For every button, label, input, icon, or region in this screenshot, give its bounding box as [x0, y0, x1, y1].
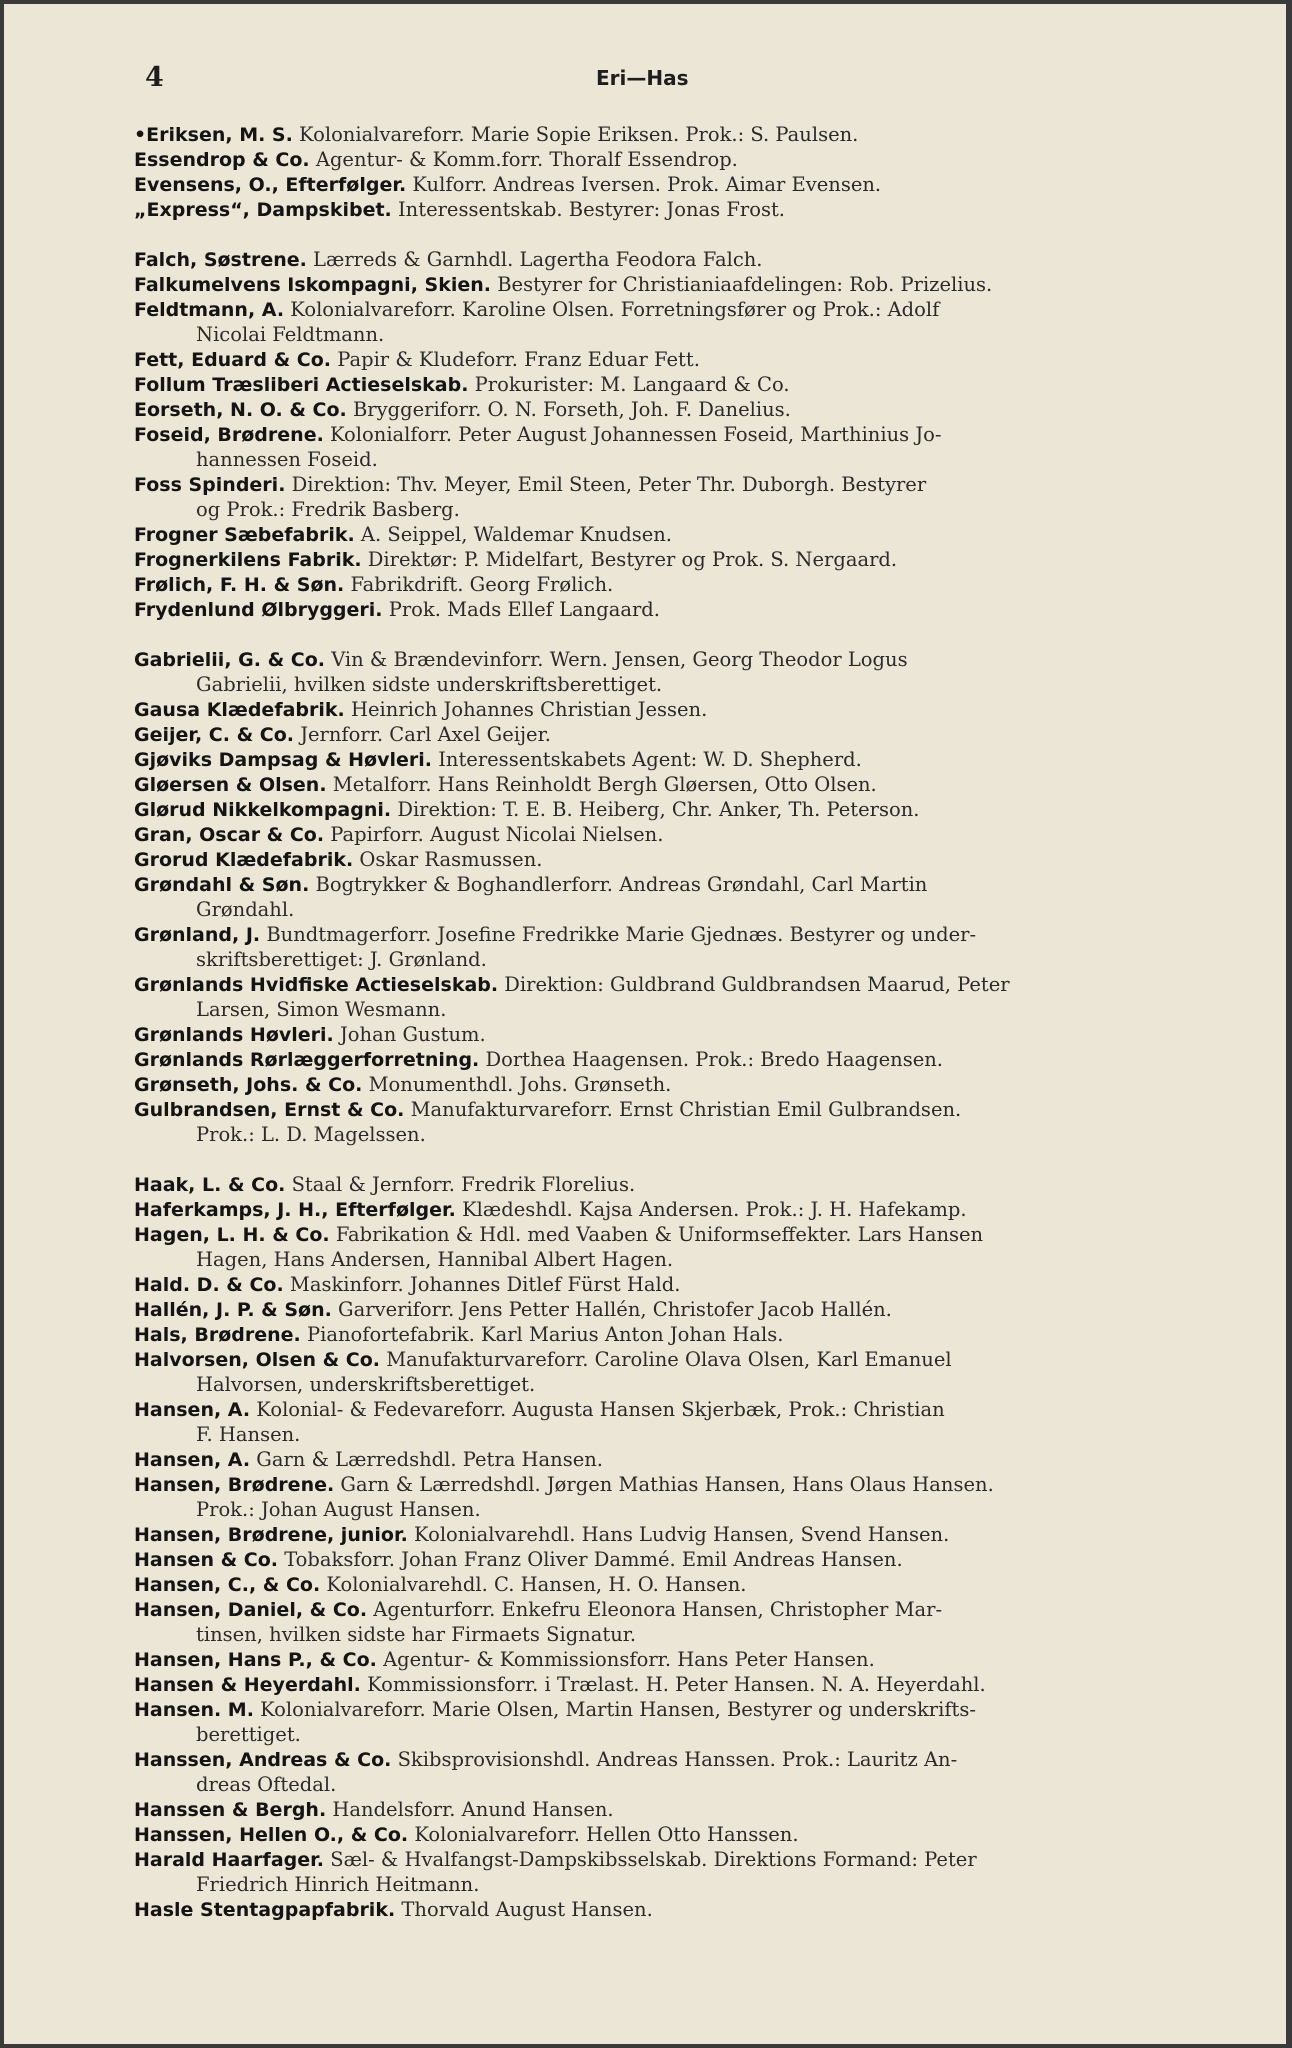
- firm-description: Vin & Brændevinforr. Wern. Jensen, Georg Theodor Logus: [331, 648, 908, 671]
- directory-entry: [134, 172, 1174, 197]
- directory-entry: [134, 922, 1174, 972]
- firm-description: Nicolai Feldtmann.: [196, 323, 385, 346]
- firm-description: skriftsberettiget: J. Grønland.: [196, 948, 487, 971]
- firm-description: Manufakturvareforr. Ernst Christian Emil Gulbrandsen.: [410, 1098, 962, 1121]
- entry-first-line: [134, 1747, 1174, 1772]
- firm-description: Fabrikation & Hdl. med Vaaben & Uniformseffekter. Lars Hansen: [335, 1223, 984, 1246]
- entry-first-line: [134, 197, 1174, 222]
- directory-entry: [134, 1647, 1174, 1672]
- firm-name: Gabrielii, G. & Co.: [134, 649, 325, 671]
- firm-description: Thorvald August Hansen.: [401, 1898, 653, 1921]
- firm-name: Frølich, F. H. & Søn.: [134, 574, 345, 596]
- firm-name: Hansen, Brødrene, junior.: [134, 1524, 408, 1546]
- entry-first-line: [134, 1072, 1174, 1097]
- firm-description: Agentur- & Kommissionsforr. Hans Peter Hansen.: [383, 1648, 875, 1671]
- entry-continuation-line: [134, 322, 1174, 347]
- firm-name: Foseid, Brødrene.: [134, 424, 324, 446]
- firm-description: Johan Gustum.: [339, 1023, 486, 1046]
- firm-name: Gausa Klædefabrik.: [134, 699, 345, 721]
- entry-first-line: [134, 1097, 1174, 1122]
- firm-name: Hansen, C., & Co.: [134, 1574, 321, 1596]
- directory-entry: [134, 1222, 1174, 1272]
- firm-description: Lærreds & Garnhdl. Lagertha Feodora Falch.: [313, 248, 763, 271]
- firm-name: Hansen & Heyerdahl.: [134, 1674, 361, 1696]
- entry-continuation-line: [134, 1497, 1174, 1522]
- section-gap: [134, 622, 1174, 647]
- directory-entry: [134, 847, 1174, 872]
- firm-description: Hagen, Hans Andersen, Hannibal Albert Hagen.: [196, 1248, 674, 1271]
- firm-description: Manufakturvareforr. Caroline Olava Olsen, Karl Emanuel: [386, 1348, 952, 1371]
- entry-continuation-line: [134, 947, 1174, 972]
- directory-entry: [134, 1822, 1174, 1847]
- entry-first-line: [134, 972, 1174, 997]
- firm-description: hannessen Foseid.: [196, 448, 378, 471]
- entry-first-line: [134, 1847, 1174, 1872]
- directory-entry: [134, 1847, 1174, 1897]
- firm-description: Garn & Lærredshdl. Jørgen Mathias Hansen, Hans Olaus Hansen.: [340, 1473, 994, 1496]
- firm-description: Direktion: Guldbrand Guldbrandsen Maarud, Peter: [504, 973, 1010, 996]
- directory-entry: [134, 1597, 1174, 1647]
- directory-entry: [134, 1697, 1174, 1747]
- firm-description: Prok.: L. D. Magelssen.: [196, 1123, 426, 1146]
- entry-continuation-line: [134, 497, 1174, 522]
- firm-description: Kolonialvareforr. Marie Olsen, Martin Hansen, Bestyrer og underskrifts-: [260, 1698, 976, 1721]
- directory-entry: [134, 1797, 1174, 1822]
- firm-name: Hansen, Hans P., & Co.: [134, 1649, 377, 1671]
- firm-description: Kulforr. Andreas Iversen. Prok. Aimar Evensen.: [412, 173, 882, 196]
- firm-description: Interessentskab. Bestyrer: Jonas Frost.: [397, 198, 786, 221]
- entry-first-line: [134, 647, 1174, 672]
- firm-description: Heinrich Johannes Christian Jessen.: [350, 698, 708, 721]
- entry-first-line: [134, 1197, 1174, 1222]
- entry-first-line: [134, 1047, 1174, 1072]
- firm-description: Prokurister: M. Langaard & Co.: [474, 373, 790, 396]
- entry-first-line: [134, 1322, 1174, 1347]
- entry-first-line: [134, 1697, 1174, 1722]
- directory-entry: [134, 1322, 1174, 1347]
- directory-entry: [134, 1022, 1174, 1047]
- firm-description: Tobaksforr. Johan Franz Oliver Dammé. Emil Andreas Hansen.: [284, 1548, 903, 1571]
- firm-name: Gjøviks Dampsag & Høvleri.: [134, 749, 432, 771]
- entry-first-line: [134, 572, 1174, 597]
- entry-first-line: [134, 297, 1174, 322]
- firm-description: og Prok.: Fredrik Basberg.: [196, 498, 460, 521]
- firm-description: Bestyrer for Christianiaafdelingen: Rob. Prizelius.: [497, 273, 993, 296]
- firm-name: Grorud Klædefabrik.: [134, 849, 354, 871]
- running-head: Eri—Has: [596, 66, 689, 90]
- firm-name: Grønlands Hvidfiske Actieselskab.: [134, 974, 499, 996]
- firm-name: Essendrop & Co.: [134, 149, 310, 171]
- entry-first-line: [134, 847, 1174, 872]
- directory-entry: [134, 372, 1174, 397]
- firm-name: Halvorsen, Olsen & Co.: [134, 1349, 380, 1371]
- entry-first-line: [134, 247, 1174, 272]
- firm-description: Gabrielii, hvilken sidste underskriftsberettiget.: [196, 673, 663, 696]
- firm-description: Monumenthdl. Johs. Grønseth.: [368, 1073, 672, 1096]
- firm-description: Agentur- & Komm.forr. Thoralf Essendrop.: [315, 148, 738, 171]
- entry-first-line: [134, 522, 1174, 547]
- firm-description: Papirforr. August Nicolai Nielsen.: [330, 823, 664, 846]
- entry-first-line: [134, 1797, 1174, 1822]
- firm-description: Friedrich Hinrich Heitmann.: [196, 1873, 480, 1896]
- firm-name: Haak, L. & Co.: [134, 1174, 286, 1196]
- directory-entry: [134, 797, 1174, 822]
- firm-name: Feldtmann, A.: [134, 299, 285, 321]
- firm-name: Grønlands Høvleri.: [134, 1024, 334, 1046]
- firm-description: Garn & Lærredshdl. Petra Hansen.: [256, 1448, 604, 1471]
- firm-name: •Eriksen, M. S.: [134, 124, 293, 146]
- directory-entry: [134, 1347, 1174, 1397]
- entry-first-line: [134, 922, 1174, 947]
- entry-first-line: [134, 597, 1174, 622]
- directory-entry: [134, 697, 1174, 722]
- entry-continuation-line: [134, 1122, 1174, 1147]
- firm-name: Foss Spinderi.: [134, 474, 286, 496]
- firm-name: Gulbrandsen, Ernst & Co.: [134, 1099, 405, 1121]
- section-gap: [134, 222, 1174, 247]
- entry-first-line: [134, 772, 1174, 797]
- directory-entry: [134, 1172, 1174, 1197]
- directory-entry: [134, 972, 1174, 1022]
- directory-entry: [134, 572, 1174, 597]
- entry-first-line: [134, 1297, 1174, 1322]
- entry-first-line: [134, 397, 1174, 422]
- firm-name: Haferkamps, J. H., Efterfølger.: [134, 1199, 456, 1221]
- entry-continuation-line: [134, 672, 1174, 697]
- directory-entry: [134, 1297, 1174, 1322]
- firm-name: Hanssen, Hellen O., & Co.: [134, 1824, 409, 1846]
- entry-first-line: [134, 122, 1174, 147]
- entry-continuation-line: [134, 897, 1174, 922]
- firm-description: A. Seippel, Waldemar Knudsen.: [360, 523, 673, 546]
- firm-description: Garveriforr. Jens Petter Hallén, Christofer Jacob Hallén.: [338, 1298, 892, 1321]
- firm-description: Jernforr. Carl Axel Geijer.: [300, 723, 551, 746]
- entry-first-line: [134, 372, 1174, 397]
- firm-name: „Express“, Dampskibet.: [134, 199, 392, 221]
- directory-entries: [134, 122, 1174, 1922]
- directory-entry: [134, 1097, 1174, 1147]
- firm-name: Hansen, A.: [134, 1449, 251, 1471]
- directory-entry: [134, 1447, 1174, 1472]
- firm-name: Grønlands Rørlæggerforretning.: [134, 1049, 480, 1071]
- entry-first-line: [134, 547, 1174, 572]
- entry-first-line: [134, 1397, 1174, 1422]
- directory-entry: [134, 397, 1174, 422]
- firm-name: Geijer, C. & Co.: [134, 724, 294, 746]
- firm-name: Hallén, J. P. & Søn.: [134, 1299, 332, 1321]
- entry-first-line: [134, 272, 1174, 297]
- firm-name: Hanssen & Bergh.: [134, 1799, 327, 1821]
- firm-name: Grønseth, Johs. & Co.: [134, 1074, 363, 1096]
- entry-continuation-line: [134, 1247, 1174, 1272]
- firm-description: Papir & Kludeforr. Franz Eduar Fett.: [337, 348, 700, 371]
- firm-description: Kolonialvareforr. Karoline Olsen. Forretningsfører og Prok.: Adolf: [290, 298, 940, 321]
- firm-description: Halvorsen, underskriftsberettiget.: [196, 1373, 536, 1396]
- firm-name: Gløersen & Olsen.: [134, 774, 327, 796]
- directory-entry: [134, 297, 1174, 347]
- directory-entry: [134, 347, 1174, 372]
- entry-continuation-line: [134, 1872, 1174, 1897]
- firm-description: berettiget.: [196, 1723, 301, 1746]
- firm-name: Follum Træsliberi Actieselskab.: [134, 374, 469, 396]
- directory-entry: [134, 747, 1174, 772]
- firm-name: Frogner Sæbefabrik.: [134, 524, 355, 546]
- directory-entry: [134, 1547, 1174, 1572]
- entry-continuation-line: [134, 447, 1174, 472]
- firm-description: Fabrikdrift. Georg Frølich.: [350, 573, 614, 596]
- entry-first-line: [134, 1672, 1174, 1697]
- directory-entry: [134, 272, 1174, 297]
- directory-entry: [134, 1072, 1174, 1097]
- firm-description: Kolonialvareforr. Hellen Otto Hanssen.: [414, 1823, 799, 1846]
- entry-first-line: [134, 472, 1174, 497]
- firm-name: Grønland, J.: [134, 924, 261, 946]
- firm-description: Direktion: T. E. B. Heiberg, Chr. Anker, Th. Peterson.: [397, 798, 920, 821]
- entry-continuation-line: [134, 1422, 1174, 1447]
- entry-first-line: [134, 1597, 1174, 1622]
- entry-first-line: [134, 1172, 1174, 1197]
- entry-first-line: [134, 722, 1174, 747]
- firm-name: Frydenlund Ølbryggeri.: [134, 599, 383, 621]
- firm-description: Sæl- & Hvalfangst-Dampskibsselskab. Direktions Formand: Peter: [330, 1848, 977, 1871]
- firm-name: Hansen, A.: [134, 1399, 251, 1421]
- firm-description: Handelsforr. Anund Hansen.: [332, 1798, 614, 1821]
- firm-description: Bogtrykker & Boghandlerforr. Andreas Grøndahl, Carl Martin: [315, 873, 928, 896]
- firm-description: Metalforr. Hans Reinholdt Bergh Gløersen, Otto Olsen.: [332, 773, 877, 796]
- firm-description: Larsen, Simon Wesmann.: [196, 998, 447, 1021]
- firm-description: Bundtmagerforr. Josefine Fredrikke Marie Gjednæs. Bestyrer og under-: [266, 923, 977, 946]
- firm-name: Hagen, L. H. & Co.: [134, 1224, 330, 1246]
- firm-description: Agenturforr. Enkefru Eleonora Hansen, Christopher Mar-: [373, 1598, 943, 1621]
- entry-first-line: [134, 747, 1174, 772]
- firm-name: Hansen & Co.: [134, 1549, 278, 1571]
- directory-entry: [134, 1522, 1174, 1547]
- directory-entry: [134, 772, 1174, 797]
- firm-name: Falkumelvens Iskompagni, Skien.: [134, 274, 491, 296]
- page-number: 4: [145, 62, 164, 93]
- directory-entry: [134, 522, 1174, 547]
- entry-first-line: [134, 872, 1174, 897]
- entry-first-line: [134, 1347, 1174, 1372]
- firm-description: tinsen, hvilken sidste har Firmaets Signatur.: [196, 1623, 637, 1646]
- entry-continuation-line: [134, 1772, 1174, 1797]
- entry-continuation-line: [134, 1372, 1174, 1397]
- entry-first-line: [134, 1022, 1174, 1047]
- entry-continuation-line: [134, 997, 1174, 1022]
- section-gap: [134, 1147, 1174, 1172]
- firm-description: Kolonial- & Fedevareforr. Augusta Hansen Skjerbæk, Prok.: Christian: [256, 1398, 945, 1421]
- directory-entry: [134, 247, 1174, 272]
- directory-entry: [134, 1197, 1174, 1222]
- entry-first-line: [134, 1272, 1174, 1297]
- firm-name: Evensens, O., Efterfølger.: [134, 174, 407, 196]
- directory-entry: [134, 1472, 1174, 1522]
- entry-first-line: [134, 1522, 1174, 1547]
- entry-first-line: [134, 797, 1174, 822]
- firm-description: Kolonialvarehdl. Hans Ludvig Hansen, Svend Hansen.: [414, 1523, 950, 1546]
- firm-description: Prok. Mads Ellef Langaard.: [388, 598, 660, 621]
- firm-description: Kolonialvarehdl. C. Hansen, H. O. Hansen.: [326, 1573, 747, 1596]
- directory-entry: [134, 122, 1174, 147]
- firm-name: Glørud Nikkelkompagni.: [134, 799, 392, 821]
- entry-first-line: [134, 1647, 1174, 1672]
- page-header: [4, 62, 1286, 92]
- firm-description: Interessentskabets Agent: W. D. Shepherd.: [438, 748, 862, 771]
- entry-first-line: [134, 1547, 1174, 1572]
- directory-entry: [134, 1397, 1174, 1447]
- entry-first-line: [134, 1447, 1174, 1472]
- firm-name: Hasle Stentagpapfabrik.: [134, 1899, 396, 1921]
- firm-description: Dorthea Haagensen. Prok.: Bredo Haagensen.: [485, 1048, 944, 1071]
- firm-name: Hald. D. & Co.: [134, 1274, 284, 1296]
- firm-name: Gran, Oscar & Co.: [134, 824, 325, 846]
- directory-entry: [134, 1572, 1174, 1597]
- directory-entry: [134, 822, 1174, 847]
- directory-entry: [134, 597, 1174, 622]
- entry-continuation-line: [134, 1622, 1174, 1647]
- firm-description: Klædeshdl. Kajsa Andersen. Prok.: J. H. Hafekamp.: [462, 1198, 967, 1221]
- firm-description: Oskar Rasmussen.: [359, 848, 543, 871]
- directory-entry: [134, 647, 1174, 697]
- firm-description: Maskinforr. Johannes Ditlef Fürst Hald.: [289, 1273, 681, 1296]
- directory-entry: [134, 547, 1174, 572]
- directory-entry: [134, 197, 1174, 222]
- directory-entry: [134, 1672, 1174, 1697]
- entry-first-line: [134, 1222, 1174, 1247]
- directory-entry: [134, 472, 1174, 522]
- firm-description: Pianofortefabrik. Karl Marius Anton Johan Hals.: [306, 1323, 784, 1346]
- firm-description: Grøndahl.: [196, 898, 295, 921]
- firm-description: Skibsprovisionshdl. Andreas Hanssen. Prok.: Lauritz An-: [397, 1748, 958, 1771]
- firm-name: Fett, Eduard & Co.: [134, 349, 332, 371]
- firm-description: Prok.: Johan August Hansen.: [196, 1498, 481, 1521]
- firm-name: Hansen, Daniel, & Co.: [134, 1599, 368, 1621]
- entry-continuation-line: [134, 1722, 1174, 1747]
- firm-description: Direktion: Thv. Meyer, Emil Steen, Peter Thr. Duborgh. Bestyrer: [291, 473, 927, 496]
- directory-entry: [134, 1747, 1174, 1797]
- entry-first-line: [134, 422, 1174, 447]
- entry-first-line: [134, 1897, 1174, 1922]
- directory-entry: [134, 422, 1174, 472]
- entry-first-line: [134, 697, 1174, 722]
- entry-first-line: [134, 1572, 1174, 1597]
- directory-page: [4, 4, 1286, 2044]
- firm-name: Eorseth, N. O. & Co.: [134, 399, 347, 421]
- firm-description: Bryggeriforr. O. N. Forseth, Joh. F. Danelius.: [352, 398, 791, 421]
- firm-description: dreas Oftedal.: [196, 1773, 337, 1796]
- entry-first-line: [134, 347, 1174, 372]
- firm-name: Falch, Søstrene.: [134, 249, 307, 271]
- firm-name: Grøndahl & Søn.: [134, 874, 310, 896]
- firm-name: Hals, Brødrene.: [134, 1324, 301, 1346]
- firm-description: Kolonialforr. Peter August Johannessen Foseid, Marthinius Jo-: [330, 423, 942, 446]
- entry-first-line: [134, 1472, 1174, 1497]
- entry-first-line: [134, 1822, 1174, 1847]
- firm-description: Kolonialvareforr. Marie Sopie Eriksen. Prok.: S. Paulsen.: [299, 123, 859, 146]
- firm-description: Direktør: P. Midelfart, Bestyrer og Prok. S. Nergaard.: [367, 548, 898, 571]
- firm-name: Harald Haarfager.: [134, 1849, 325, 1871]
- firm-description: Staal & Jernforr. Fredrik Florelius.: [291, 1173, 636, 1196]
- directory-entry: [134, 147, 1174, 172]
- entry-first-line: [134, 822, 1174, 847]
- firm-name: Hanssen, Andreas & Co.: [134, 1749, 392, 1771]
- entry-first-line: [134, 147, 1174, 172]
- directory-entry: [134, 722, 1174, 747]
- firm-description: Kommissionsforr. i Trælast. H. Peter Hansen. N. A. Heyerdahl.: [367, 1673, 986, 1696]
- directory-entry: [134, 1047, 1174, 1072]
- entry-first-line: [134, 172, 1174, 197]
- directory-entry: [134, 1272, 1174, 1297]
- firm-description: F. Hansen.: [196, 1423, 301, 1446]
- directory-entry: [134, 872, 1174, 922]
- directory-entry: [134, 1897, 1174, 1922]
- firm-name: Frognerkilens Fabrik.: [134, 549, 362, 571]
- firm-name: Hansen, Brødrene.: [134, 1474, 335, 1496]
- firm-name: Hansen. M.: [134, 1699, 254, 1721]
